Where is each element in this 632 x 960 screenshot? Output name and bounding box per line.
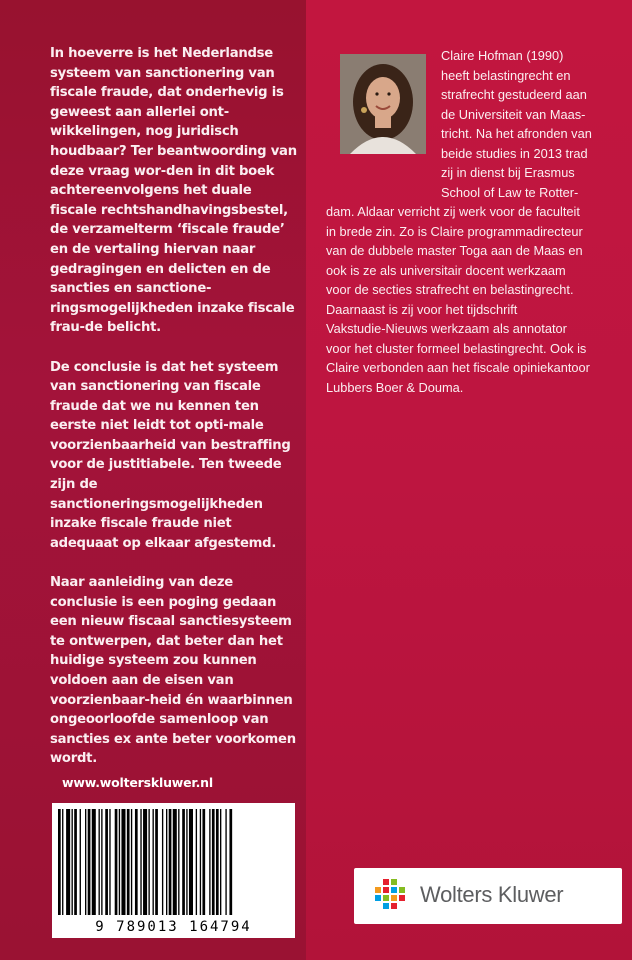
barcode-bar bbox=[72, 809, 73, 915]
barcode-bar bbox=[153, 809, 154, 915]
blurb-paragraph-2: De conclusie is dat het systeem van sanctionering van fiscale fraude dat we nu kennen ten eerste niet leidt tot opti-male voorzienbaarheid van bestraffing voor de justitiabele. Ten tweede zijn de sanctioneringsmogelijkheden inzake fiscale fraude niet adequaat op elkaar afgestemd. bbox=[50, 359, 291, 551]
bio-line: in brede zin. Zo is Claire programmadirecteur bbox=[326, 223, 583, 239]
bio-line: tricht. Na het afronden van bbox=[441, 126, 592, 141]
barcode-bar bbox=[216, 809, 219, 915]
barcode-bar bbox=[80, 809, 81, 915]
bio-line: Lubbers Boer & Douma. bbox=[326, 379, 464, 395]
barcode-bar bbox=[62, 809, 63, 915]
bio-line: zij in dienst bij Erasmus bbox=[441, 165, 575, 180]
bio-line: strafrecht gestudeerd aan bbox=[441, 87, 587, 102]
publisher-url[interactable]: www.wolterskluwer.nl bbox=[62, 775, 213, 790]
bio-line: School of Law te Rotter- bbox=[441, 184, 579, 200]
barcode-bar bbox=[105, 809, 108, 915]
barcode-bar bbox=[225, 809, 226, 915]
wolters-kluwer-logo-icon bbox=[372, 878, 408, 914]
publisher-name: Wolters Kluwer bbox=[420, 882, 564, 907]
barcode-bar bbox=[127, 809, 130, 915]
barcode-bar bbox=[143, 809, 147, 915]
bio-line: heeft belastingrecht en bbox=[441, 67, 571, 83]
barcode-bar bbox=[209, 809, 210, 915]
barcode-bar bbox=[88, 809, 91, 915]
bio-line: van de dubbele master Toga aan de Maas en bbox=[326, 243, 583, 258]
blurb-paragraph-1: In hoeverre is het Nederlandse systeem van sanctionering van fiscale fraude, dat onderhevig is geweest aan allerlei ont-wikkelingen, nog juridisch houdbaar? Ter beantwoording van deze vraag wor-den in dit boek achtereenvolgens het duale fiscale rechtshandhavingsbestel, de verzamelterm ‘fiscale fraude’ en de vertaling hiervan naar gedragingen en delicten en de sancties en sanctione-ringsmogelijkheden inzake fiscale frau-de belicht. bbox=[50, 46, 297, 336]
publisher-logo bbox=[354, 868, 622, 924]
bio-line: voor het cluster formeel belastingrecht. Ook is bbox=[326, 340, 587, 356]
barcode-bar bbox=[212, 809, 215, 915]
barcode-bar bbox=[229, 809, 232, 915]
barcode-bar bbox=[162, 809, 163, 915]
barcode-bar bbox=[131, 809, 132, 915]
barcode-bar bbox=[220, 809, 221, 915]
barcode-bar bbox=[148, 809, 149, 915]
barcode-bar bbox=[186, 809, 187, 915]
bio-line: ook is ze als universitair docent werkzaam bbox=[326, 262, 566, 278]
barcode-bar bbox=[200, 809, 201, 915]
barcode-bar bbox=[99, 809, 100, 915]
barcode-bar bbox=[109, 809, 110, 915]
barcode-bar bbox=[66, 809, 70, 915]
author-bio bbox=[326, 46, 626, 397]
bio-line: Daarnaast is zij voor het tijdschrift bbox=[326, 301, 518, 317]
barcode-bar bbox=[173, 809, 177, 915]
barcode-bar bbox=[182, 809, 185, 915]
barcode-bar bbox=[135, 809, 138, 915]
barcode-bar bbox=[178, 809, 179, 915]
blurb-paragraph-3: Naar aanleiding van deze conclusie is een poging gedaan een nieuw fiscaal sanctiesysteem te ontwerpen, dat beter dan het huidige systeem zou kunnen voldoen aan de eisen van voorzienbaar-heid én waarbinnen ongeoorloofde samenloop van sancties ex ante beter voorkomen wordt. bbox=[50, 575, 296, 767]
bio-line: voor de secties strafrecht en belastingrecht. bbox=[326, 282, 574, 297]
barcode-bar bbox=[58, 809, 61, 915]
barcode-bar bbox=[166, 809, 167, 915]
bio-line: de Universiteit van Maas- bbox=[441, 106, 586, 122]
barcode-bar bbox=[140, 809, 141, 915]
barcode-bar bbox=[85, 809, 86, 915]
barcode-bar bbox=[115, 809, 118, 915]
isbn-number: 9 789013 164794 bbox=[95, 919, 252, 935]
barcode-bar bbox=[169, 809, 172, 915]
barcode-bar bbox=[119, 809, 120, 915]
barcode-bar bbox=[196, 809, 197, 915]
barcode-bars-icon bbox=[56, 809, 291, 915]
barcode-bar bbox=[74, 809, 77, 915]
barcode-bar bbox=[121, 809, 125, 915]
bio-line: Claire verbonden aan het fiscale opiniekantoor bbox=[326, 360, 590, 375]
barcode-bar bbox=[101, 809, 102, 915]
bio-line: beide studies in 2013 trad bbox=[441, 145, 588, 161]
barcode-bar bbox=[92, 809, 96, 915]
barcode-bar bbox=[202, 809, 205, 915]
bio-line: Vakstudie-Nieuws werkzaam als annotator bbox=[326, 321, 567, 336]
barcode-bar bbox=[189, 809, 193, 915]
back-cover-blurb bbox=[50, 44, 300, 789]
barcode bbox=[52, 803, 295, 938]
bio-line: Claire Hofman (1990) bbox=[441, 48, 564, 63]
bio-line: dam. Aldaar verricht zij werk voor de faculteit bbox=[326, 204, 580, 219]
barcode-bar bbox=[155, 809, 158, 915]
